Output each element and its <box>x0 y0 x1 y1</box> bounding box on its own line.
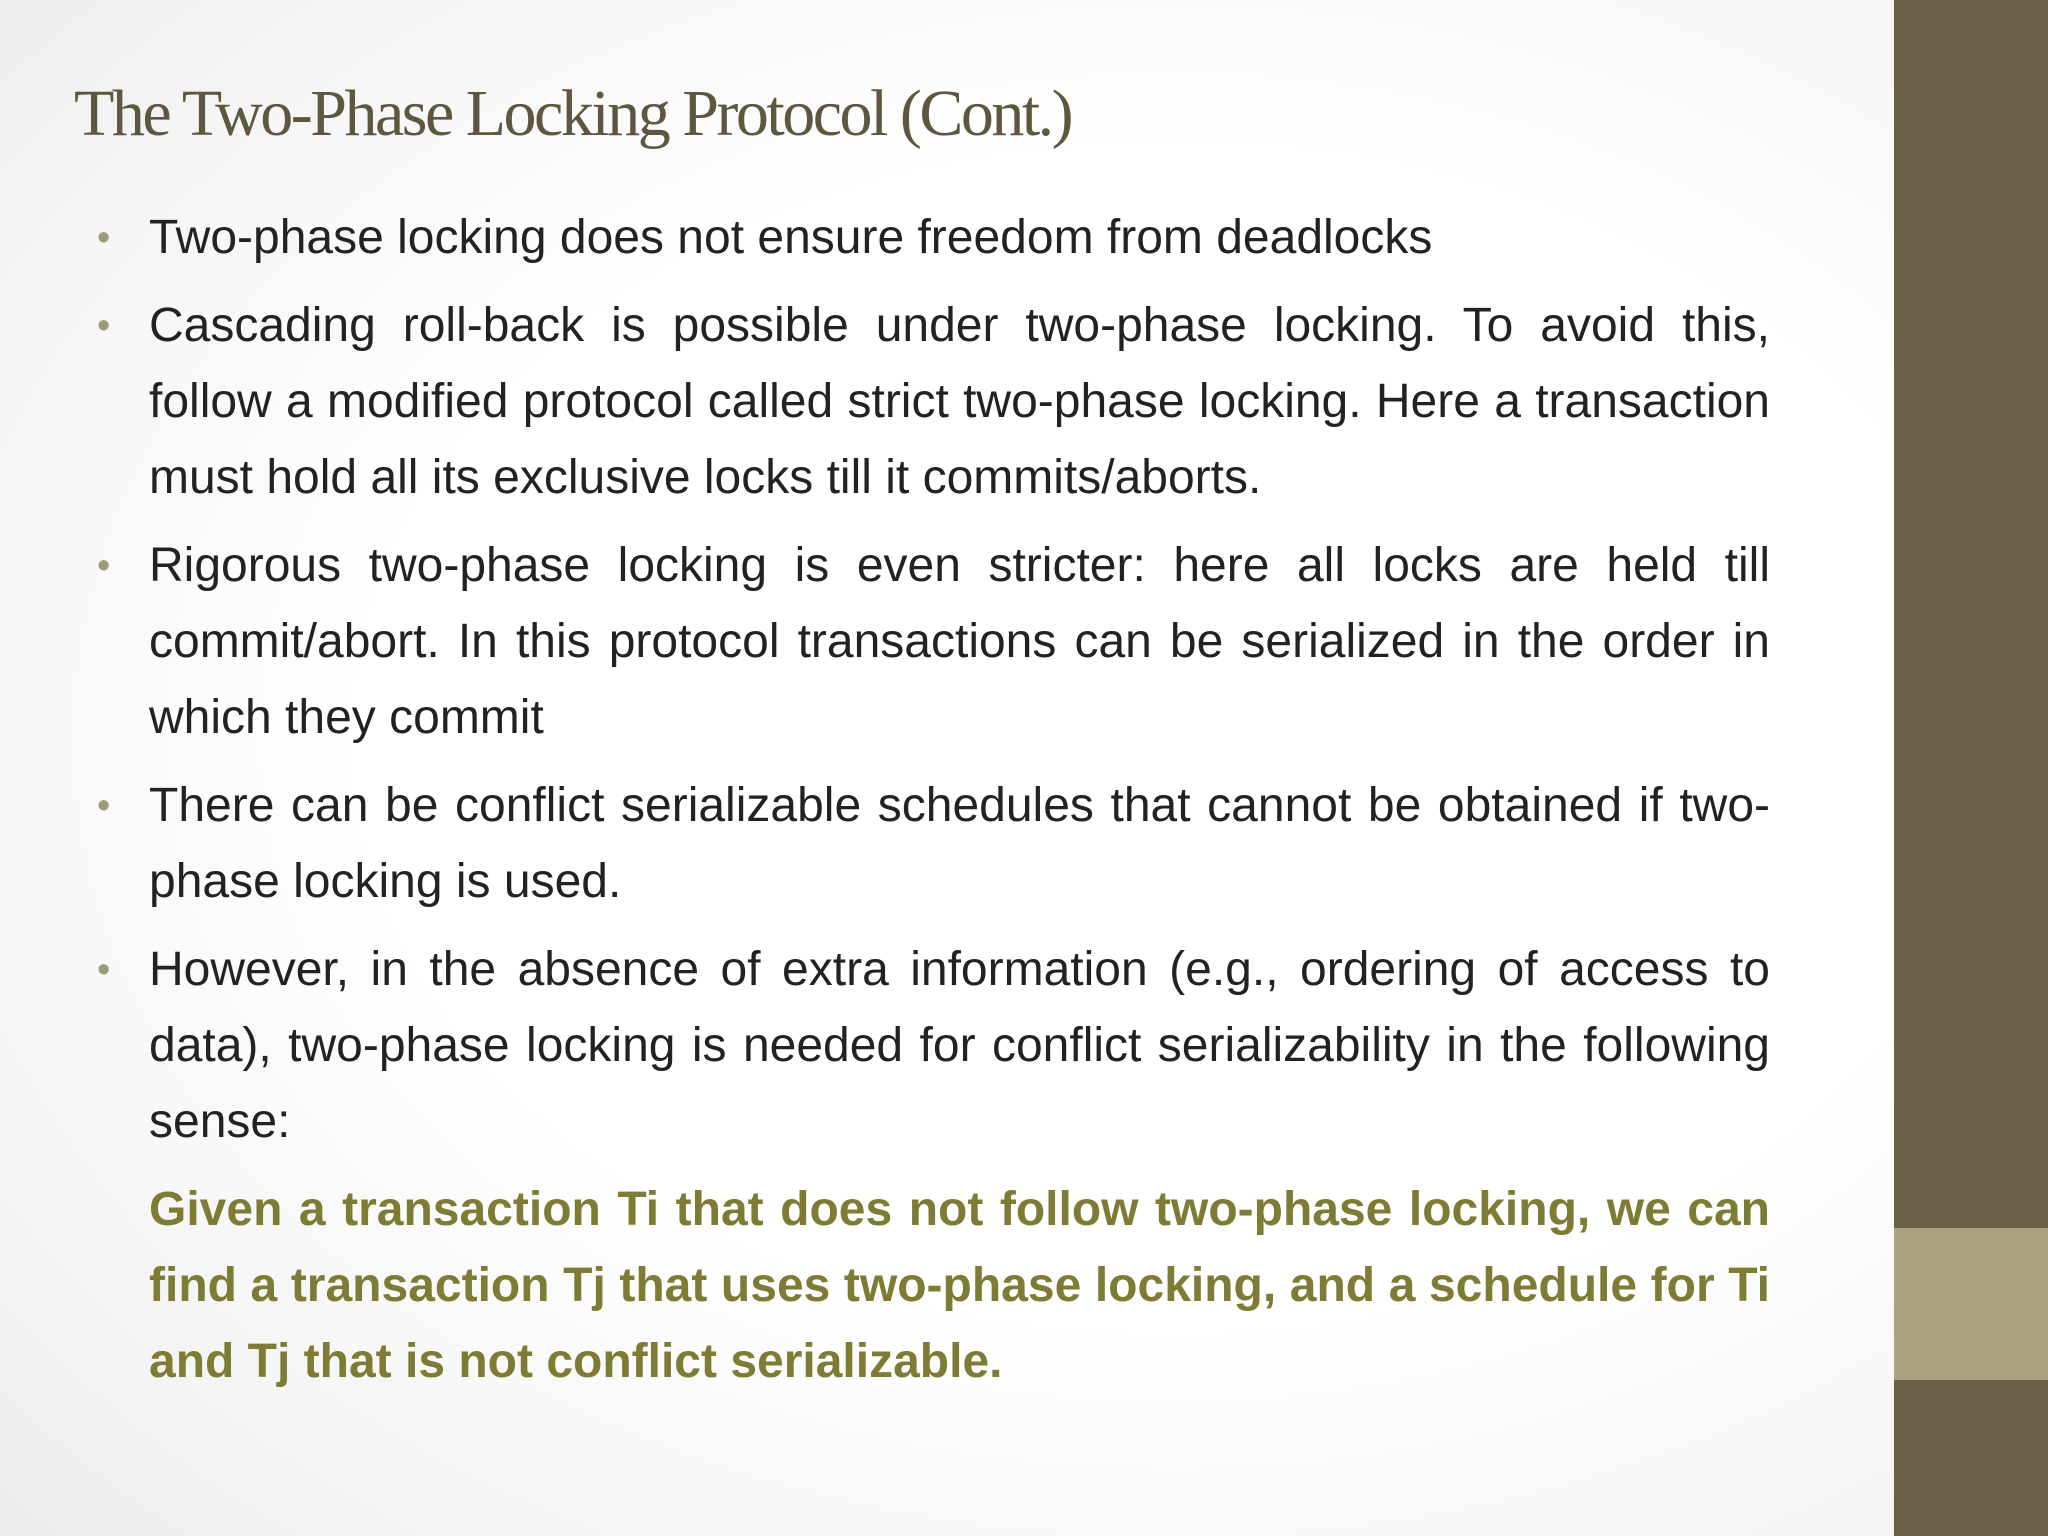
bullet-icon: • <box>97 305 111 347</box>
bullet-list <box>94 200 1770 1160</box>
bullet-text: Two-phase locking does not ensure freedom from deadlocks <box>149 211 1433 264</box>
bullet-icon: • <box>97 785 111 827</box>
bullet-item <box>94 932 1770 1160</box>
slide-body <box>94 200 1770 1400</box>
highlighted-statement: Given a transaction Ti that does not follow two-phase locking, we can find a transaction Tj that uses two-phase locking, and a schedule for Ti and Tj that is not conflict serializable. <box>149 1183 1770 1388</box>
bullet-item <box>94 768 1770 920</box>
bullet-text: Rigorous two-phase locking is even stricter: here all locks are held till commit/abort. In this protocol transactions can be serialized in the order in which they commit <box>149 539 1770 744</box>
bullet-item <box>94 528 1770 756</box>
bullet-icon: • <box>97 217 111 259</box>
bullet-item <box>94 200 1770 276</box>
slide-title: The Two-Phase Locking Protocol (Cont.) <box>74 77 1072 150</box>
bullet-icon: • <box>97 949 111 991</box>
bullet-icon: • <box>97 545 111 587</box>
side-accent-block <box>1894 1228 2048 1380</box>
bullet-text: However, in the absence of extra information (e.g., ordering of access to data), two-phase locking is needed for conflict serializability in the following sense: <box>149 943 1770 1148</box>
bullet-item <box>94 288 1770 516</box>
bullet-text: Cascading roll-back is possible under two-phase locking. To avoid this, follow a modified protocol called strict two-phase locking. Here a transaction must hold all its exclusive locks till it commits/aborts. <box>149 299 1770 504</box>
bullet-text: There can be conflict serializable schedules that cannot be obtained if two-phase locking is used. <box>149 779 1770 908</box>
